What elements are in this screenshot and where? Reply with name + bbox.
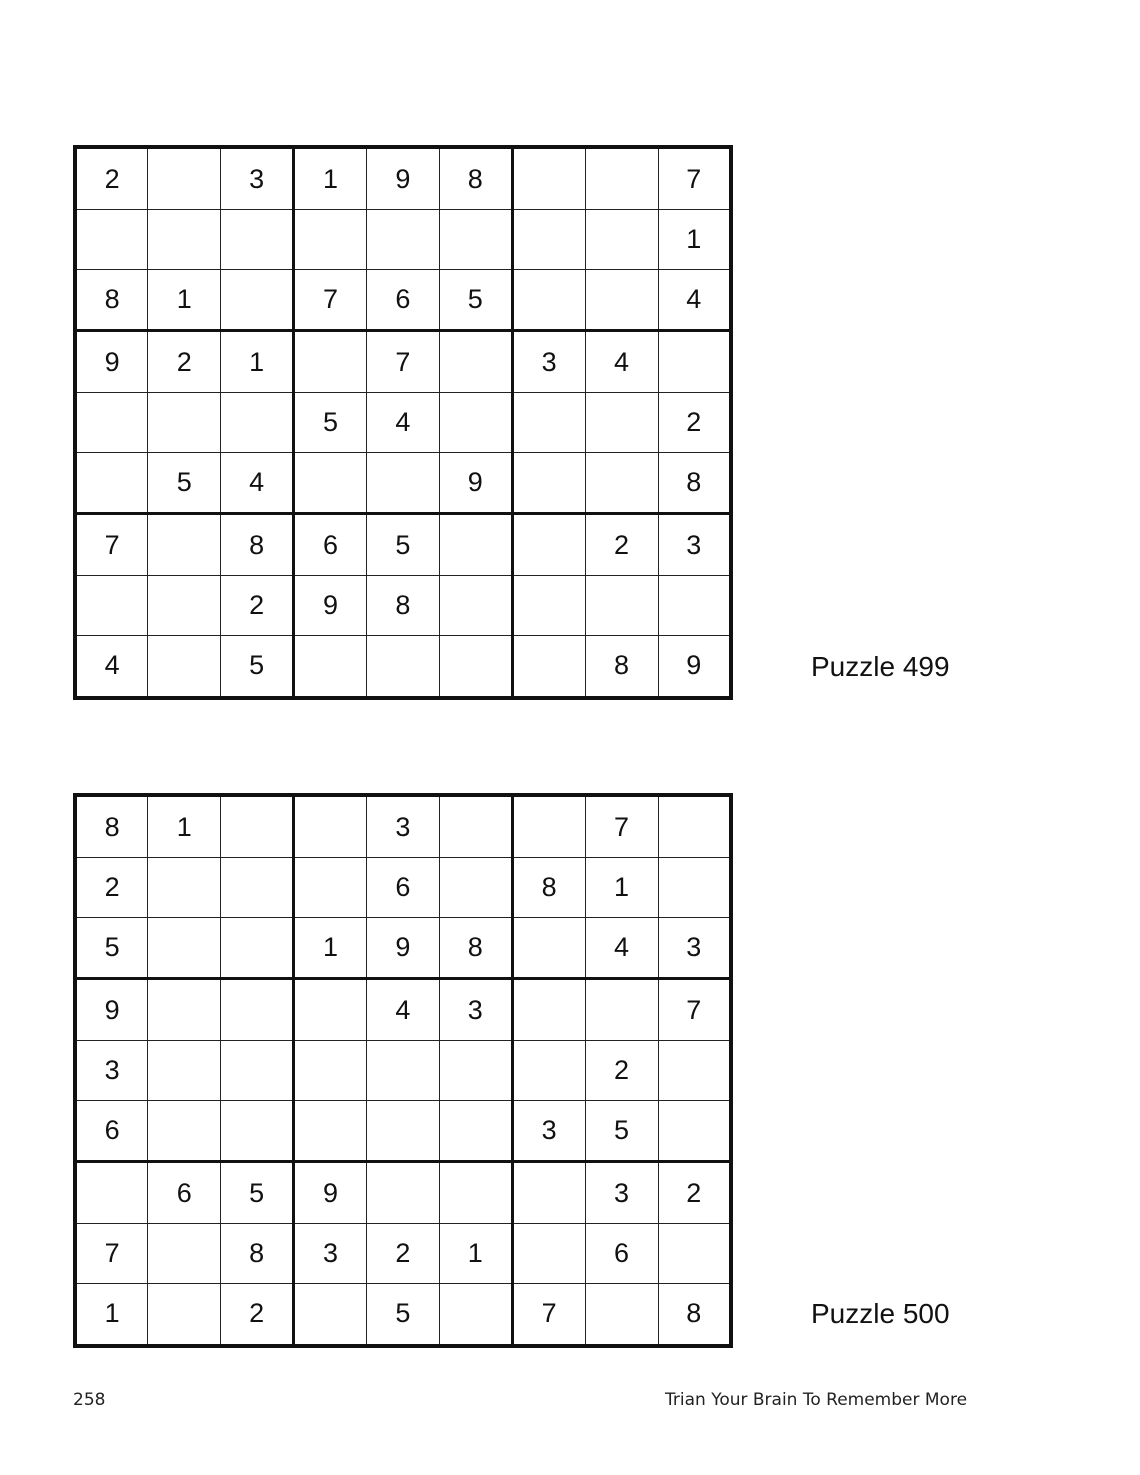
grid-row bbox=[75, 576, 731, 636]
grid-cell bbox=[585, 452, 658, 514]
grid-cell: 1 bbox=[75, 1283, 148, 1346]
grid-row bbox=[75, 917, 731, 979]
grid-row bbox=[75, 452, 731, 514]
sudoku-grid-500 bbox=[73, 793, 733, 1348]
grid-cell bbox=[294, 795, 367, 858]
grid-cell bbox=[75, 576, 148, 636]
grid-row bbox=[75, 979, 731, 1041]
grid-cell bbox=[439, 393, 512, 453]
grid-cell: 9 bbox=[439, 452, 512, 514]
grid-cell: 8 bbox=[221, 514, 294, 576]
grid-cell: 8 bbox=[367, 576, 440, 636]
grid-row bbox=[75, 331, 731, 393]
grid-cell bbox=[512, 1041, 585, 1101]
grid-cell bbox=[439, 210, 512, 270]
grid-cell bbox=[585, 576, 658, 636]
grid-cell bbox=[585, 393, 658, 453]
grid-cell bbox=[512, 1162, 585, 1224]
grid-cell bbox=[512, 979, 585, 1041]
grid-cell: 5 bbox=[585, 1100, 658, 1162]
grid-cell bbox=[512, 269, 585, 331]
grid-cell: 9 bbox=[367, 917, 440, 979]
grid-cell: 8 bbox=[75, 795, 148, 858]
grid-cell: 9 bbox=[294, 576, 367, 636]
grid-cell bbox=[439, 514, 512, 576]
grid-cell: 7 bbox=[294, 269, 367, 331]
grid-cell: 2 bbox=[585, 514, 658, 576]
grid-cell: 2 bbox=[148, 331, 221, 393]
grid-cell: 8 bbox=[439, 917, 512, 979]
grid-cell bbox=[512, 1224, 585, 1284]
grid-cell: 9 bbox=[658, 635, 731, 698]
book-title: Trian Your Brain To Remember More bbox=[665, 1390, 968, 1410]
grid-cell bbox=[367, 1100, 440, 1162]
grid-cell bbox=[294, 1283, 367, 1346]
grid-cell: 7 bbox=[367, 331, 440, 393]
puzzle-label-499: Puzzle 499 bbox=[811, 651, 950, 682]
grid-cell bbox=[221, 979, 294, 1041]
grid-cell bbox=[512, 393, 585, 453]
grid-cell: 4 bbox=[367, 393, 440, 453]
grid-cell bbox=[294, 1041, 367, 1101]
grid-cell bbox=[512, 210, 585, 270]
grid-cell bbox=[658, 331, 731, 393]
grid-cell bbox=[658, 858, 731, 918]
grid-row bbox=[75, 514, 731, 576]
grid-row bbox=[75, 1224, 731, 1284]
grid-cell bbox=[75, 393, 148, 453]
grid-cell: 7 bbox=[658, 979, 731, 1041]
grid-cell bbox=[439, 795, 512, 858]
grid-cell bbox=[294, 858, 367, 918]
grid-cell bbox=[658, 1224, 731, 1284]
grid-row bbox=[75, 1162, 731, 1224]
grid-cell bbox=[148, 858, 221, 918]
grid-cell: 9 bbox=[75, 979, 148, 1041]
grid-cell: 6 bbox=[367, 858, 440, 918]
grid-cell: 5 bbox=[367, 1283, 440, 1346]
grid-cell bbox=[75, 210, 148, 270]
grid-row bbox=[75, 269, 731, 331]
grid-cell bbox=[439, 858, 512, 918]
grid-cell bbox=[294, 1100, 367, 1162]
grid-cell bbox=[148, 393, 221, 453]
grid-cell: 3 bbox=[512, 331, 585, 393]
grid-cell: 8 bbox=[221, 1224, 294, 1284]
grid-cell bbox=[148, 635, 221, 698]
grid-cell: 5 bbox=[221, 1162, 294, 1224]
grid-cell: 3 bbox=[585, 1162, 658, 1224]
grid-cell: 8 bbox=[658, 452, 731, 514]
grid-cell bbox=[294, 979, 367, 1041]
grid-cell: 9 bbox=[75, 331, 148, 393]
grid-cell: 4 bbox=[221, 452, 294, 514]
grid-cell bbox=[221, 858, 294, 918]
grid-cell bbox=[658, 1041, 731, 1101]
grid-cell bbox=[294, 331, 367, 393]
grid-cell bbox=[512, 576, 585, 636]
grid-cell bbox=[512, 452, 585, 514]
grid-cell: 2 bbox=[75, 858, 148, 918]
grid-cell bbox=[221, 393, 294, 453]
grid-cell: 6 bbox=[367, 269, 440, 331]
grid-cell bbox=[221, 269, 294, 331]
grid-cell bbox=[221, 1100, 294, 1162]
grid-cell bbox=[585, 269, 658, 331]
grid-cell bbox=[367, 210, 440, 270]
grid-cell: 3 bbox=[367, 795, 440, 858]
grid-cell: 3 bbox=[75, 1041, 148, 1101]
grid-cell: 5 bbox=[148, 452, 221, 514]
grid-cell bbox=[148, 1224, 221, 1284]
grid-cell: 4 bbox=[585, 917, 658, 979]
grid-cell: 7 bbox=[75, 514, 148, 576]
grid-cell: 8 bbox=[439, 147, 512, 210]
grid-cell bbox=[221, 917, 294, 979]
grid-cell bbox=[367, 452, 440, 514]
grid-cell bbox=[148, 1041, 221, 1101]
grid-row bbox=[75, 1100, 731, 1162]
grid-cell: 1 bbox=[439, 1224, 512, 1284]
grid-cell: 2 bbox=[367, 1224, 440, 1284]
grid-cell: 1 bbox=[221, 331, 294, 393]
grid-row bbox=[75, 1283, 731, 1346]
grid-cell bbox=[294, 635, 367, 698]
grid-cell: 3 bbox=[658, 514, 731, 576]
grid-cell: 9 bbox=[367, 147, 440, 210]
grid-cell bbox=[148, 1283, 221, 1346]
grid-cell bbox=[367, 1162, 440, 1224]
grid-cell bbox=[148, 917, 221, 979]
grid-cell: 7 bbox=[512, 1283, 585, 1346]
grid-cell: 5 bbox=[294, 393, 367, 453]
grid-cell bbox=[512, 917, 585, 979]
grid-row bbox=[75, 210, 731, 270]
grid-cell bbox=[221, 795, 294, 858]
grid-cell: 5 bbox=[221, 635, 294, 698]
page-number: 258 bbox=[73, 1390, 106, 1410]
grid-cell bbox=[439, 1283, 512, 1346]
grid-cell bbox=[512, 147, 585, 210]
grid-cell bbox=[585, 1283, 658, 1346]
grid-cell: 7 bbox=[75, 1224, 148, 1284]
grid-cell bbox=[585, 147, 658, 210]
grid-cell bbox=[585, 210, 658, 270]
grid-cell bbox=[658, 795, 731, 858]
grid-cell bbox=[367, 635, 440, 698]
grid-cell bbox=[658, 576, 731, 636]
grid-cell bbox=[439, 635, 512, 698]
grid-row bbox=[75, 1041, 731, 1101]
grid-cell bbox=[585, 979, 658, 1041]
grid-cell: 2 bbox=[585, 1041, 658, 1101]
grid-cell: 2 bbox=[658, 1162, 731, 1224]
grid-cell: 2 bbox=[658, 393, 731, 453]
grid-cell bbox=[148, 147, 221, 210]
grid-cell: 1 bbox=[148, 795, 221, 858]
grid-cell: 4 bbox=[75, 635, 148, 698]
grid-cell bbox=[75, 1162, 148, 1224]
grid-cell: 4 bbox=[658, 269, 731, 331]
grid-cell: 3 bbox=[658, 917, 731, 979]
grid-cell: 1 bbox=[658, 210, 731, 270]
grid-cell: 2 bbox=[75, 147, 148, 210]
grid-cell bbox=[658, 1100, 731, 1162]
grid-cell bbox=[512, 514, 585, 576]
grid-cell: 7 bbox=[585, 795, 658, 858]
grid-row bbox=[75, 635, 731, 698]
grid-cell: 7 bbox=[658, 147, 731, 210]
grid-cell bbox=[294, 452, 367, 514]
grid-cell: 6 bbox=[148, 1162, 221, 1224]
grid-cell bbox=[512, 635, 585, 698]
puzzle-label-500: Puzzle 500 bbox=[811, 1298, 950, 1329]
grid-cell: 8 bbox=[585, 635, 658, 698]
grid-cell bbox=[439, 1041, 512, 1101]
grid-cell: 3 bbox=[221, 147, 294, 210]
grid-cell: 5 bbox=[439, 269, 512, 331]
grid-cell: 4 bbox=[585, 331, 658, 393]
grid-cell: 3 bbox=[439, 979, 512, 1041]
grid-cell: 1 bbox=[585, 858, 658, 918]
grid-row bbox=[75, 393, 731, 453]
grid-cell: 6 bbox=[75, 1100, 148, 1162]
grid-cell bbox=[439, 1100, 512, 1162]
grid-cell: 3 bbox=[512, 1100, 585, 1162]
grid-cell: 2 bbox=[221, 576, 294, 636]
grid-cell: 8 bbox=[658, 1283, 731, 1346]
grid-cell bbox=[439, 1162, 512, 1224]
grid-cell bbox=[148, 514, 221, 576]
grid-cell: 5 bbox=[367, 514, 440, 576]
grid-cell bbox=[512, 795, 585, 858]
grid-row bbox=[75, 858, 731, 918]
grid-row bbox=[75, 147, 731, 210]
grid-cell bbox=[221, 1041, 294, 1101]
grid-cell: 3 bbox=[294, 1224, 367, 1284]
grid-cell bbox=[148, 1100, 221, 1162]
grid-cell bbox=[439, 576, 512, 636]
grid-cell: 6 bbox=[585, 1224, 658, 1284]
grid-cell bbox=[367, 1041, 440, 1101]
grid-cell bbox=[148, 210, 221, 270]
grid-cell: 4 bbox=[367, 979, 440, 1041]
grid-cell: 8 bbox=[75, 269, 148, 331]
grid-cell bbox=[148, 979, 221, 1041]
grid-cell: 1 bbox=[148, 269, 221, 331]
grid-cell: 1 bbox=[294, 147, 367, 210]
grid-cell: 5 bbox=[75, 917, 148, 979]
sudoku-grid-499 bbox=[73, 145, 733, 700]
grid-cell: 9 bbox=[294, 1162, 367, 1224]
grid-cell bbox=[148, 576, 221, 636]
grid-cell: 8 bbox=[512, 858, 585, 918]
grid-cell bbox=[294, 210, 367, 270]
grid-cell: 6 bbox=[294, 514, 367, 576]
grid-cell: 1 bbox=[294, 917, 367, 979]
grid-cell: 2 bbox=[221, 1283, 294, 1346]
grid-cell bbox=[75, 452, 148, 514]
grid-cell bbox=[221, 210, 294, 270]
grid-row bbox=[75, 795, 731, 858]
grid-cell bbox=[439, 331, 512, 393]
